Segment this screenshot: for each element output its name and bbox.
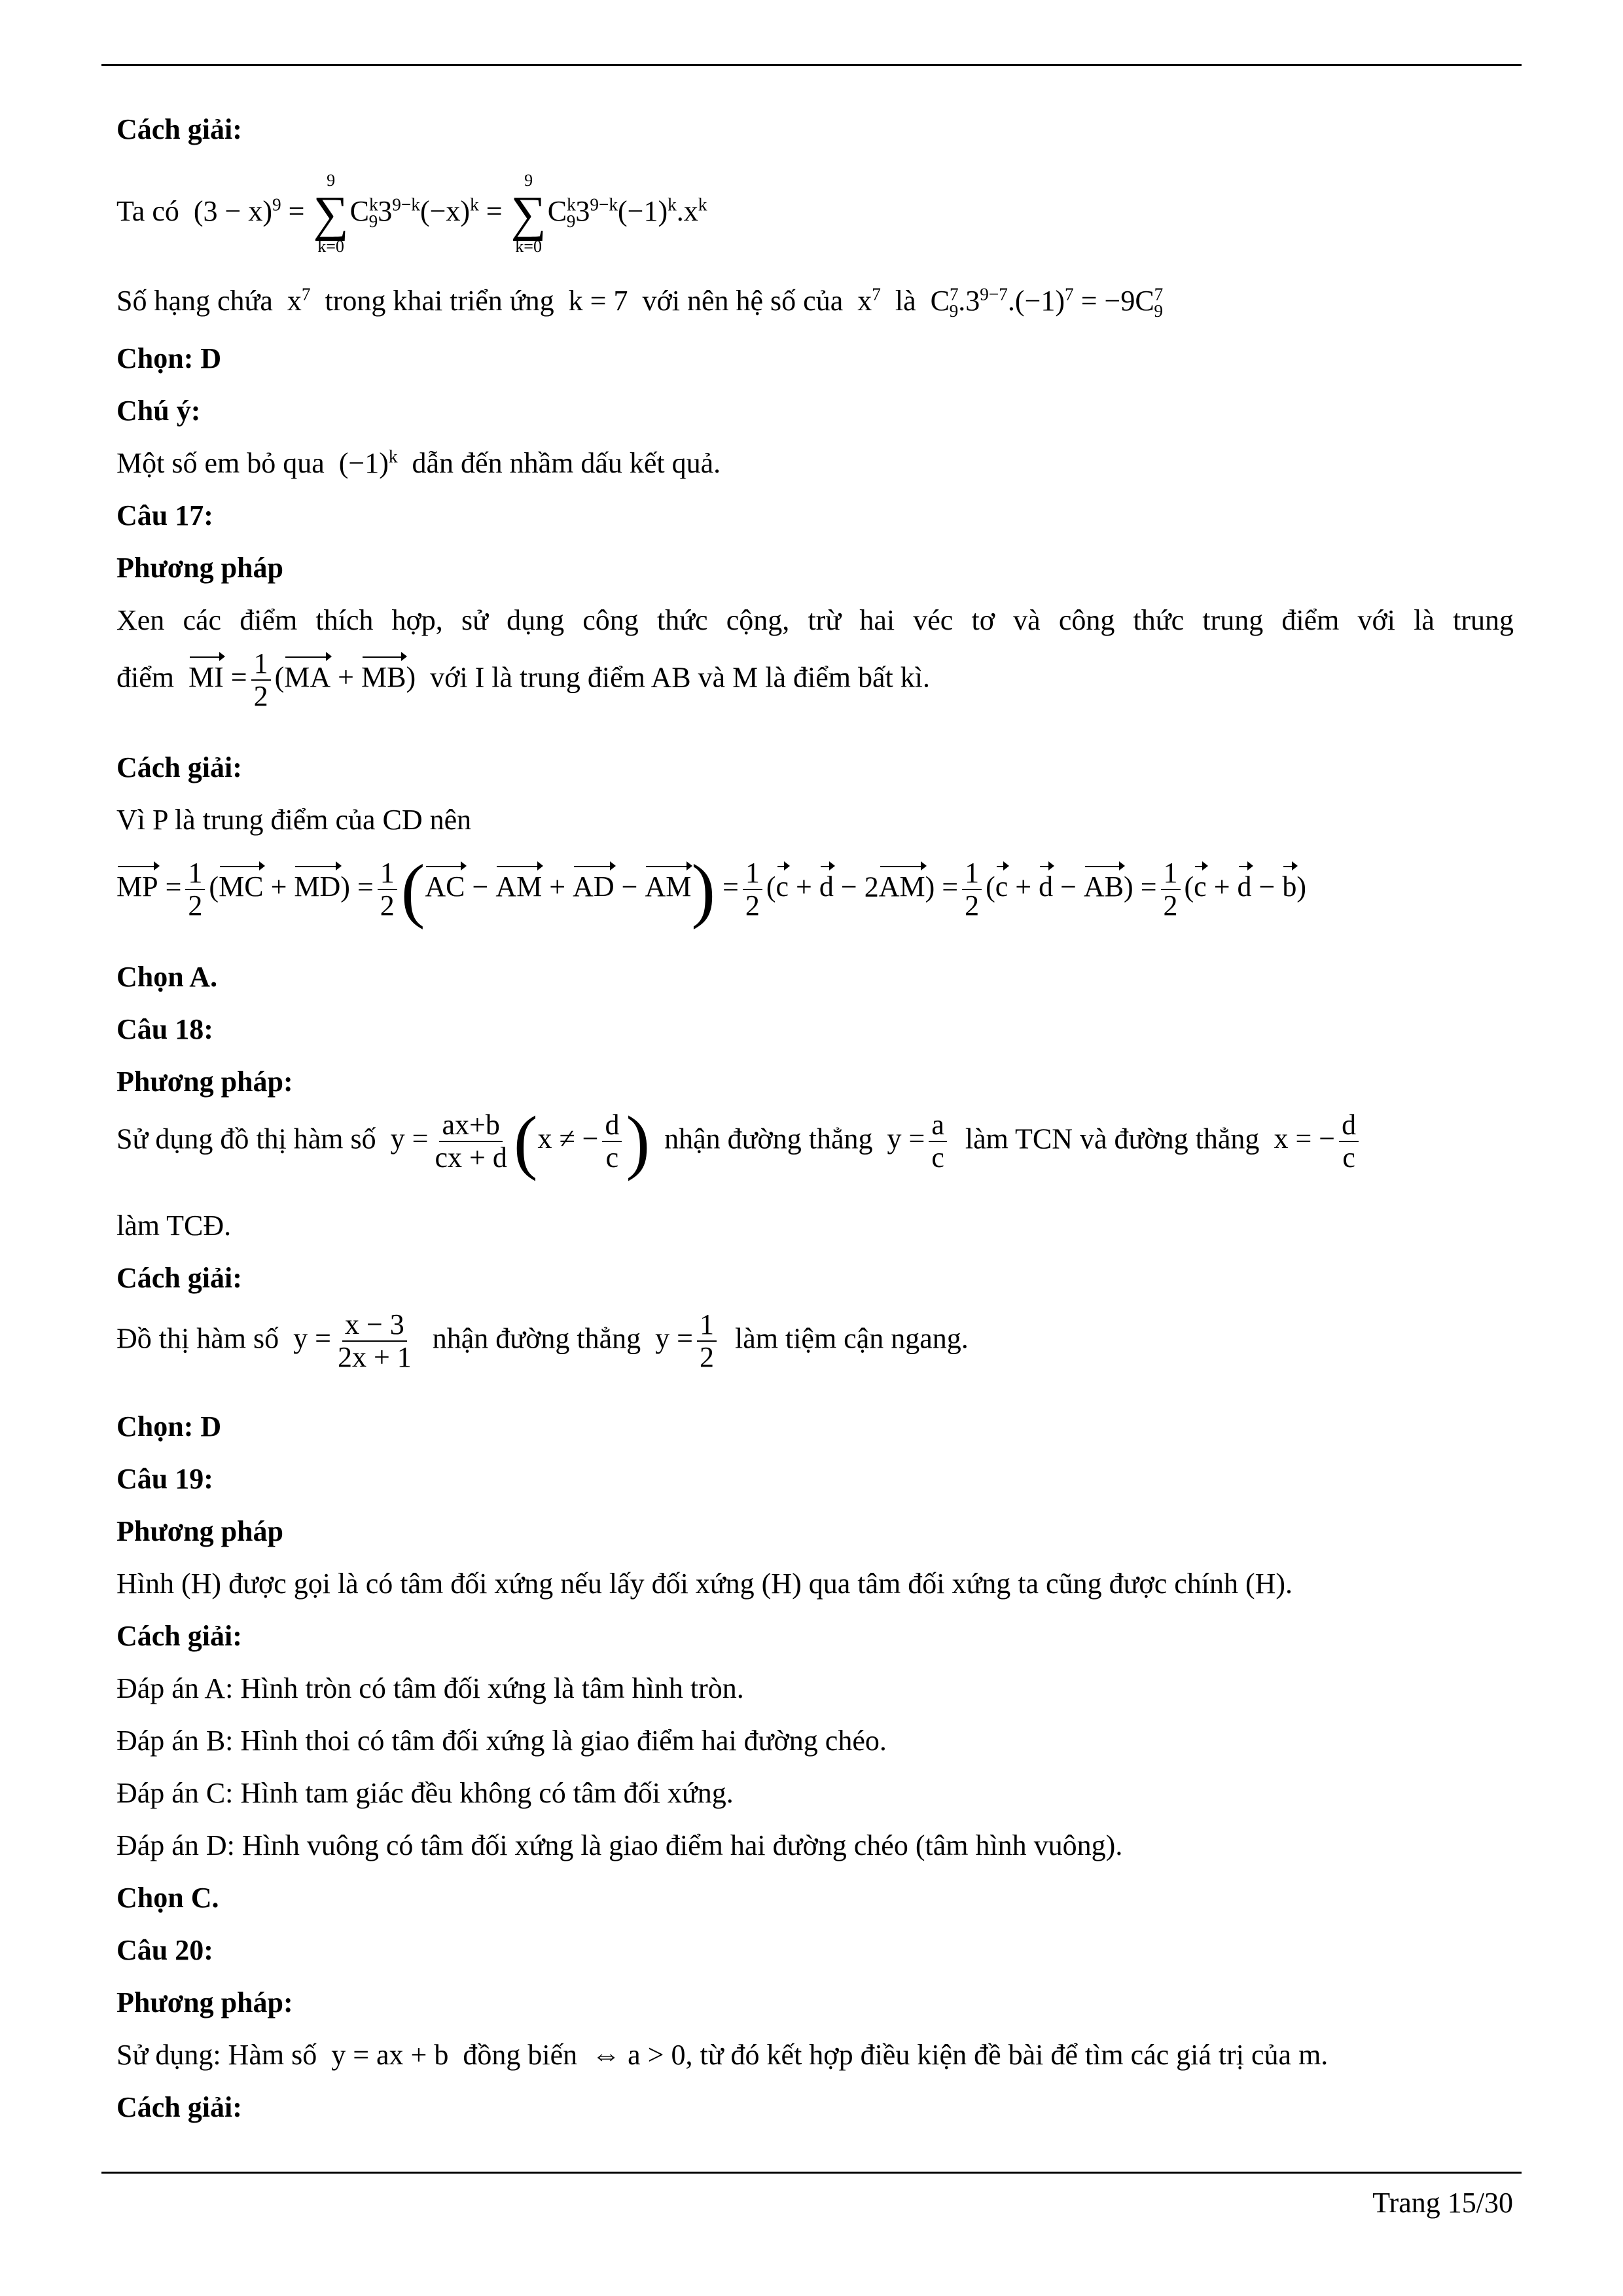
page-number: Trang 15/30: [1372, 2187, 1513, 2219]
s16-note-heading: Chú ý:: [116, 395, 201, 427]
s16-solution-heading: Cách giải:: [116, 113, 242, 145]
s20-title: Câu 20:: [116, 1934, 213, 1966]
s19-answer-b: Đáp án B: Hình thoi có tâm đối xứng là giao điểm hai đường chéo.: [116, 1725, 887, 1757]
s17-midpoint-formula: điểm MI = $\frac{1}{2}$ (MA + MB) với I là trung điểm AB và M là điểm bất kì.: [116, 647, 930, 713]
s17-vector-derivation: MP = $\frac{1}{2}$ (MC + MD) = $\frac{1}{2}$ (AC − AM + AD − AM) = $\frac{1}{2}$ (c + d − 2AM) = $\frac{1}{2}$ (c + d − AB) = $\frac{1}{2}$ (c + d − b): [116, 850, 1307, 930]
s18-method-text-cont: làm TCĐ.: [116, 1210, 232, 1242]
s20-solution-heading: Cách giải:: [116, 2091, 242, 2123]
s19-method-heading: Phương pháp: [116, 1515, 283, 1547]
s16-note-text: Một số em bỏ qua $(-1)^k$ dẫn đến nhầm dấu kết quả.: [116, 446, 721, 479]
s17-method-heading: Phương pháp: [116, 552, 283, 584]
s19-answer-a: Đáp án A: Hình tròn có tâm đối xứng là tâm hình tròn.: [116, 1672, 744, 1704]
s18-solution-text: Đồ thị hàm số y = $\frac{x - 3}{2x + 1}$ nhận đường thẳng y = $\frac{1}{2}$ làm tiệm cận ngang.: [116, 1308, 969, 1374]
s17-method-text: Xen các điểm thích hợp, sử dụng công thức cộng, trừ hai véc tơ và công thức trung điểm với là trung: [116, 604, 1514, 636]
s19-title: Câu 19:: [116, 1463, 213, 1495]
s18-choice: Chọn: D: [116, 1410, 222, 1443]
s17-choice: Chọn A.: [116, 961, 218, 993]
s17-solution-text: Vì P là trung điểm của CD nên: [116, 804, 472, 836]
s19-solution-heading: Cách giải:: [116, 1620, 242, 1652]
s18-method-heading: Phương pháp:: [116, 1066, 293, 1098]
s16-choice: Chọn: D: [116, 342, 222, 374]
s17-solution-heading: Cách giải:: [116, 751, 242, 783]
s17-title: Câu 17:: [116, 499, 213, 531]
header-rule: [101, 64, 1522, 66]
s16-expansion-formula: Ta có $(3 - x)^9$ = 9 ∑ k=0 $C^k_93^{9-k}(-x)^k$ = 9 ∑ k=0 $C^k_93^{9-k}(-1)^k.x^k$: [116, 171, 707, 256]
s20-method-text: Sử dụng: Hàm số y = ax + b đồng biến ⇔ a > 0, từ đó kết hợp điều kiện đề bài để tìm các giá trị của m.: [116, 2039, 1329, 2071]
s18-method-text: Sử dụng đồ thị hàm số y = $\frac{ax+b}{cx + d}$ (x ≠ − $\frac{d}{c}$ ) nhận đường thẳng y = $\frac{a}{c}$ làm TCN và đường thẳng x = − $\frac{d}{c}$: [116, 1109, 1363, 1174]
s19-method-text: Hình (H) được gọi là có tâm đối xứng nếu lấy đối xứng (H) qua tâm đối xứng ta cũng được chính (H).: [116, 1568, 1293, 1600]
s19-choice: Chọn C.: [116, 1882, 219, 1914]
s18-solution-heading: Cách giải:: [116, 1262, 242, 1294]
footer-rule: [101, 2172, 1522, 2174]
s19-answer-d: Đáp án D: Hình vuông có tâm đối xứng là giao điểm hai đường chéo (tâm hình vuông).: [116, 1829, 1123, 1861]
s20-method-heading: Phương pháp:: [116, 1986, 293, 2018]
s18-title: Câu 18:: [116, 1013, 213, 1045]
s19-answer-c: Đáp án C: Hình tam giác đều không có tâm đối xứng.: [116, 1777, 734, 1809]
s16-coefficient-line: Số hạng chứa $x^7$ trong khai triển ứng k = 7 với nên hệ số của $x^7$ là $C^7_9.3^{9-7}.(-1)^7 = -9C^7_9$: [116, 284, 1164, 321]
